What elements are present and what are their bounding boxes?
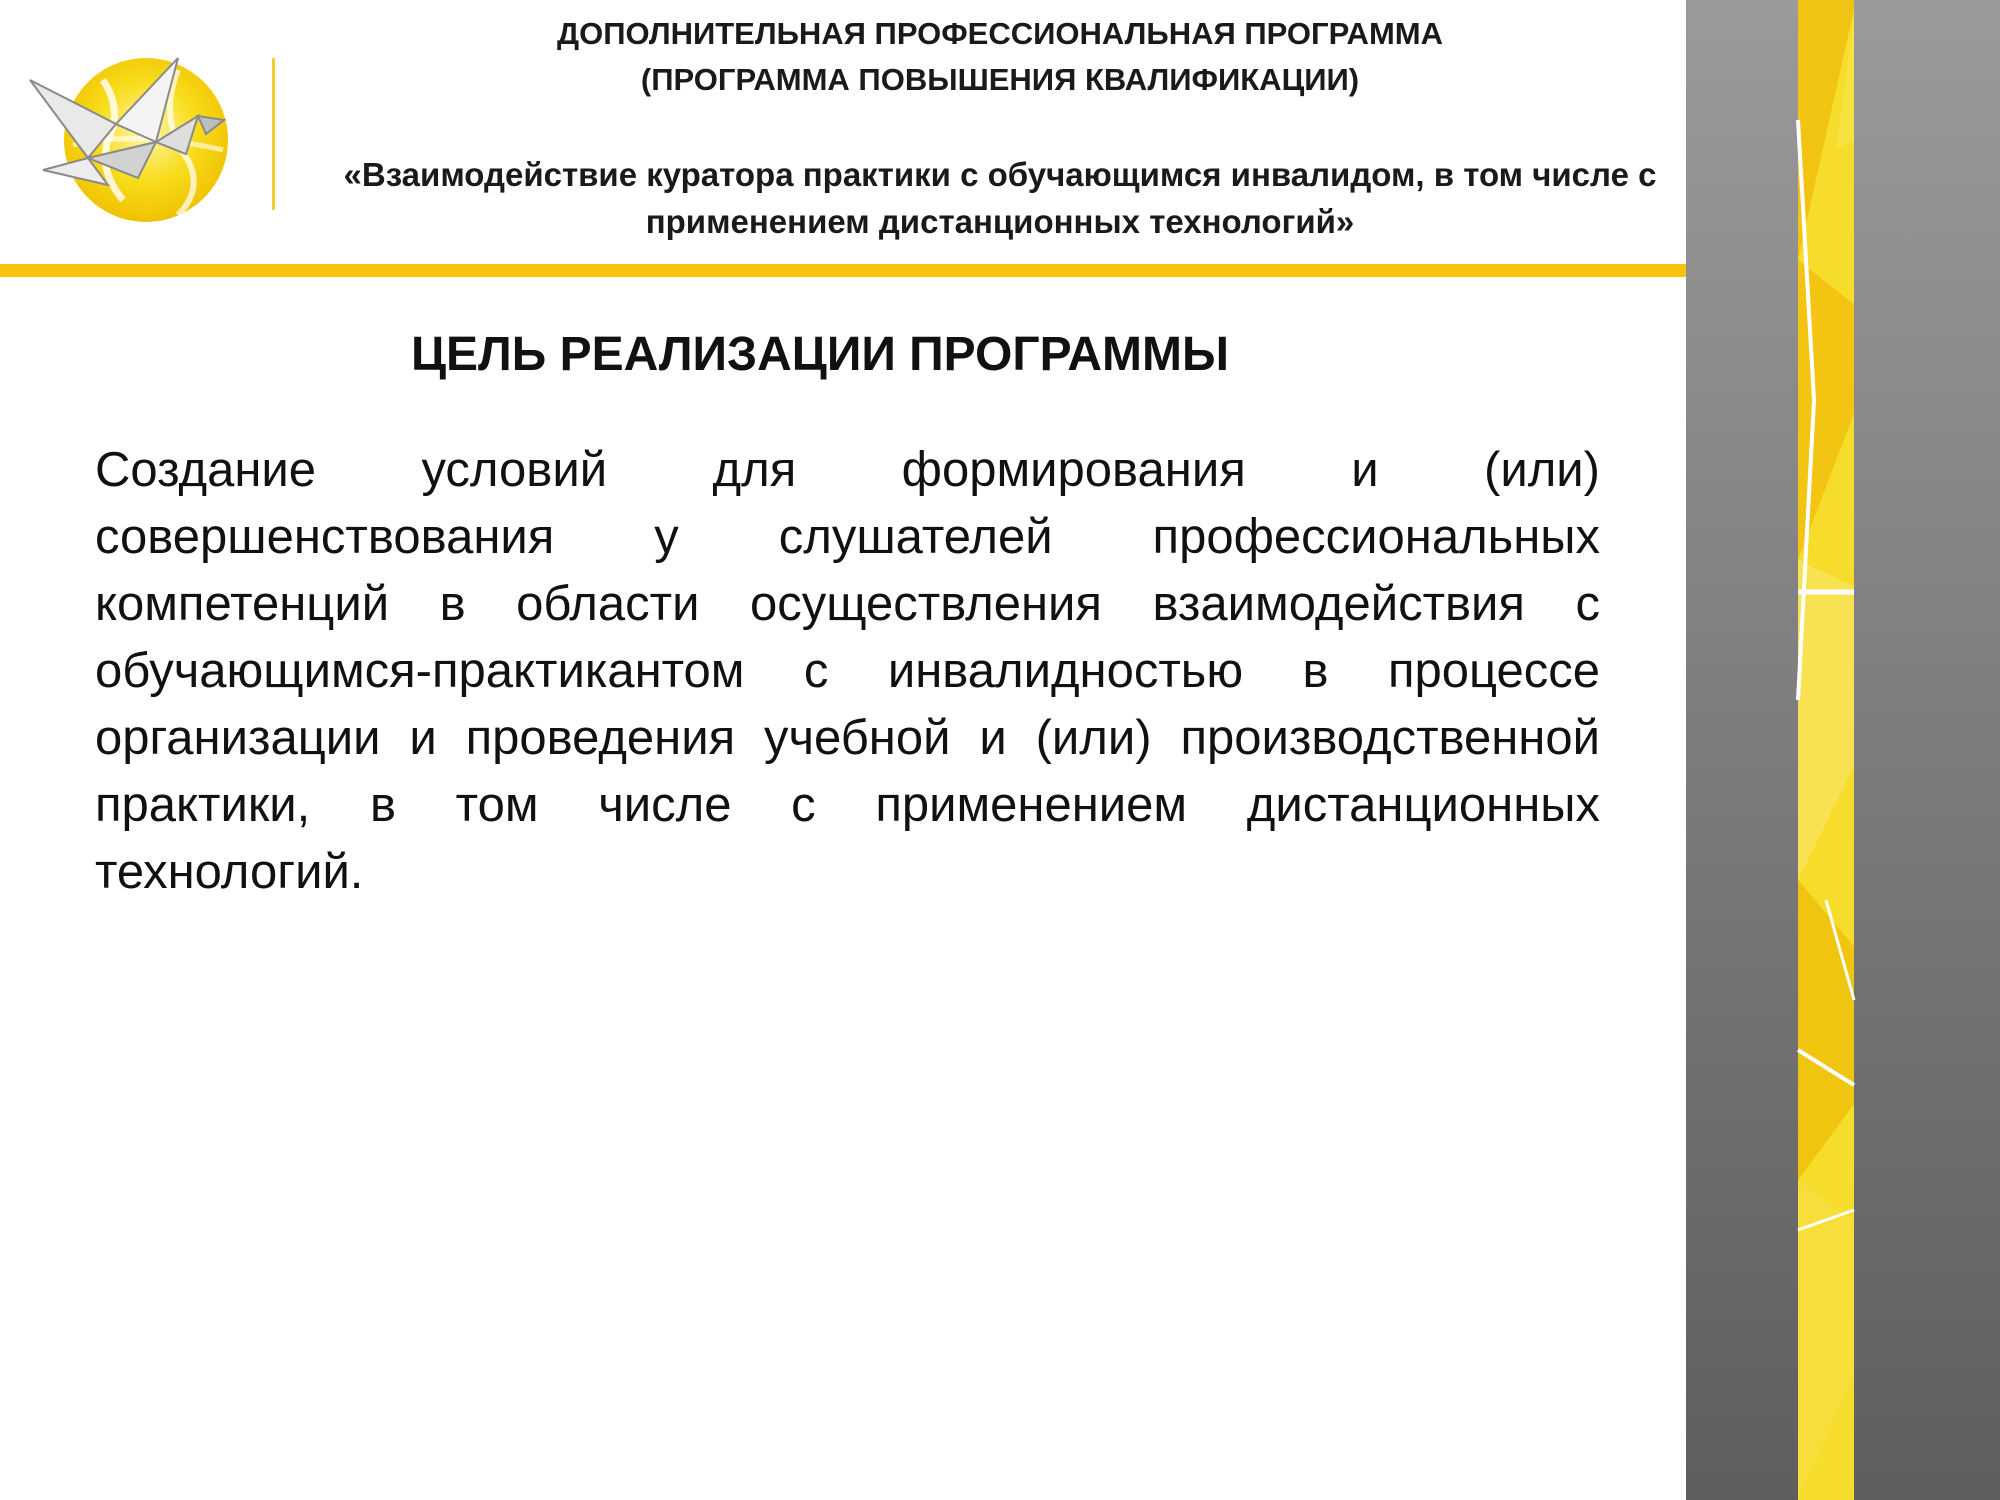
decorative-side-panel <box>1686 0 2000 1500</box>
header-divider <box>272 58 275 210</box>
program-subtitle: (ПРОГРАММА ПОВЫШЕНИЯ КВАЛИФИКАЦИИ) <box>640 62 1360 97</box>
section-heading: ЦЕЛЬ РЕАЛИЗАЦИИ ПРОГРАММЫ <box>410 328 1230 381</box>
course-title-line-1: «Взаимодействие куратора практики с обучающимся инвалидом, в том числе с <box>343 156 1657 193</box>
program-goal-text: Создание условий для формирования и (или) совершенствования у слушателей профессиональных компетенций в области осуществления взаимодействия с обучающимся-практикантом с инвалидностью в процессе организации и проведения учебной и (или) производственной практики, в том числе с применением дистанционных технологий. <box>95 443 1600 899</box>
header-accent-bar <box>0 264 1798 277</box>
program-title: ДОПОЛНИТЕЛЬНАЯ ПРОФЕССИОНАЛЬНАЯ ПРОГРАММА <box>557 16 1443 51</box>
origami-dove-globe-icon <box>28 50 248 230</box>
course-title-line-2: применением дистанционных технологий» <box>645 203 1355 240</box>
